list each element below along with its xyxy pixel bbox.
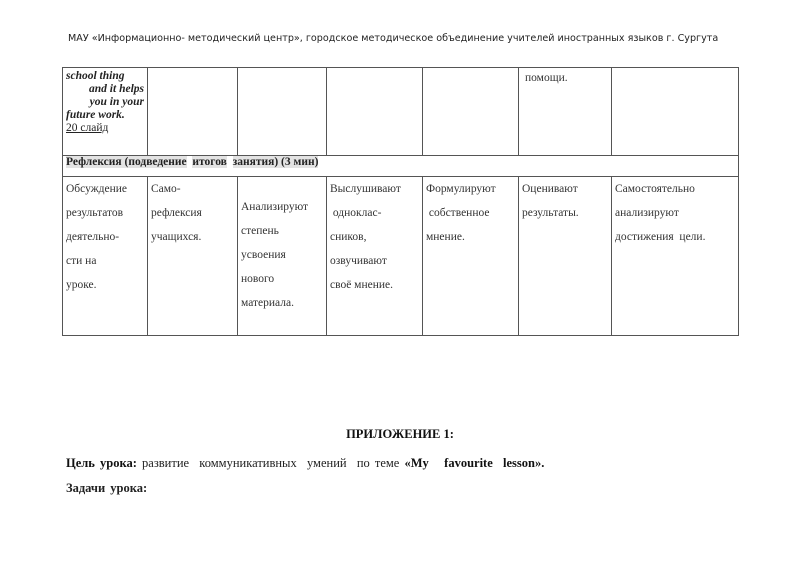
cell-empty (423, 68, 519, 156)
section-title-part: подведение (128, 156, 187, 168)
cell-line: мнение. (426, 231, 465, 243)
cell-line: Самостоятельно (615, 183, 695, 195)
lesson-plan-table (62, 67, 739, 336)
cell-empty (148, 68, 238, 156)
cell-empty (327, 68, 423, 156)
cell-line: нового (241, 273, 275, 285)
cell-line: Анализируют (241, 201, 309, 213)
lesson-goal (66, 456, 544, 471)
phrase-line: future work. (66, 109, 125, 121)
cell-empty (238, 68, 327, 156)
cell-line: деятельно- (66, 231, 120, 243)
cell-line: усвоения (241, 249, 286, 261)
appendix-title: ПРИЛОЖЕНИЕ 1: (346, 427, 454, 441)
cell-line: уроке. (66, 279, 97, 291)
cell-english-phrase (63, 68, 148, 156)
page-header: МАУ «Информационно- методический центр», городское методическое объединение учителей иностранных языков г. Сургута (68, 33, 719, 44)
cell-line: сти на (66, 255, 97, 267)
cell-line: Само- (151, 183, 181, 195)
cell-line: рефлексия (151, 207, 202, 219)
cell-help: помощи. (519, 68, 612, 156)
lesson-tasks-label: Задачи урока: (66, 481, 148, 495)
phrase-line: and it helps (89, 83, 144, 95)
section-title-part: занятия) (3 мин) (232, 156, 319, 168)
cell-line: одноклас- (330, 207, 382, 219)
cell-formulate (423, 177, 519, 336)
cell-evaluate (519, 177, 612, 336)
section-title (63, 156, 739, 177)
phrase-line: school thing (66, 70, 125, 82)
cell-line: озвучивают (330, 255, 387, 267)
cell-line: Формулируют (426, 183, 496, 195)
cell-independent-analysis (612, 177, 739, 336)
cell-line: анализируют (615, 207, 679, 219)
cell-line: Обсуждение (66, 183, 128, 195)
cell-line: результаты. (522, 207, 579, 219)
cell-line: учащихся. (151, 231, 202, 243)
goal-label: Цель урока: (66, 456, 137, 470)
cell-discussion (63, 177, 148, 336)
section-row-reflection (63, 156, 739, 177)
section-title-part: итогов (192, 156, 227, 168)
phrase-line: you in your (89, 96, 144, 108)
slide-reference: 20 слайд (66, 122, 109, 134)
cell-line: сников, (330, 231, 367, 243)
cell-line: достижения цели. (615, 231, 706, 243)
cell-empty (612, 68, 739, 156)
cell-line: Выслушивают (330, 183, 401, 195)
cell-line: своё мнение. (330, 279, 394, 291)
goal-text: развитие коммуникативных умений по теме (136, 456, 405, 470)
cell-analyze (238, 177, 327, 336)
goal-topic: «My favourite lesson». (404, 456, 545, 470)
cell-line: Оценивают (522, 183, 578, 195)
table-row-continued (63, 68, 739, 156)
cell-listen (327, 177, 423, 336)
table-row-reflection (63, 177, 739, 336)
section-title-part: Рефлексия ( (66, 156, 129, 168)
cell-line: собственное (426, 207, 490, 219)
cell-line: степень (241, 225, 279, 237)
cell-self-reflection (148, 177, 238, 336)
cell-line: материала. (241, 297, 294, 309)
cell-line: результатов (66, 207, 124, 219)
